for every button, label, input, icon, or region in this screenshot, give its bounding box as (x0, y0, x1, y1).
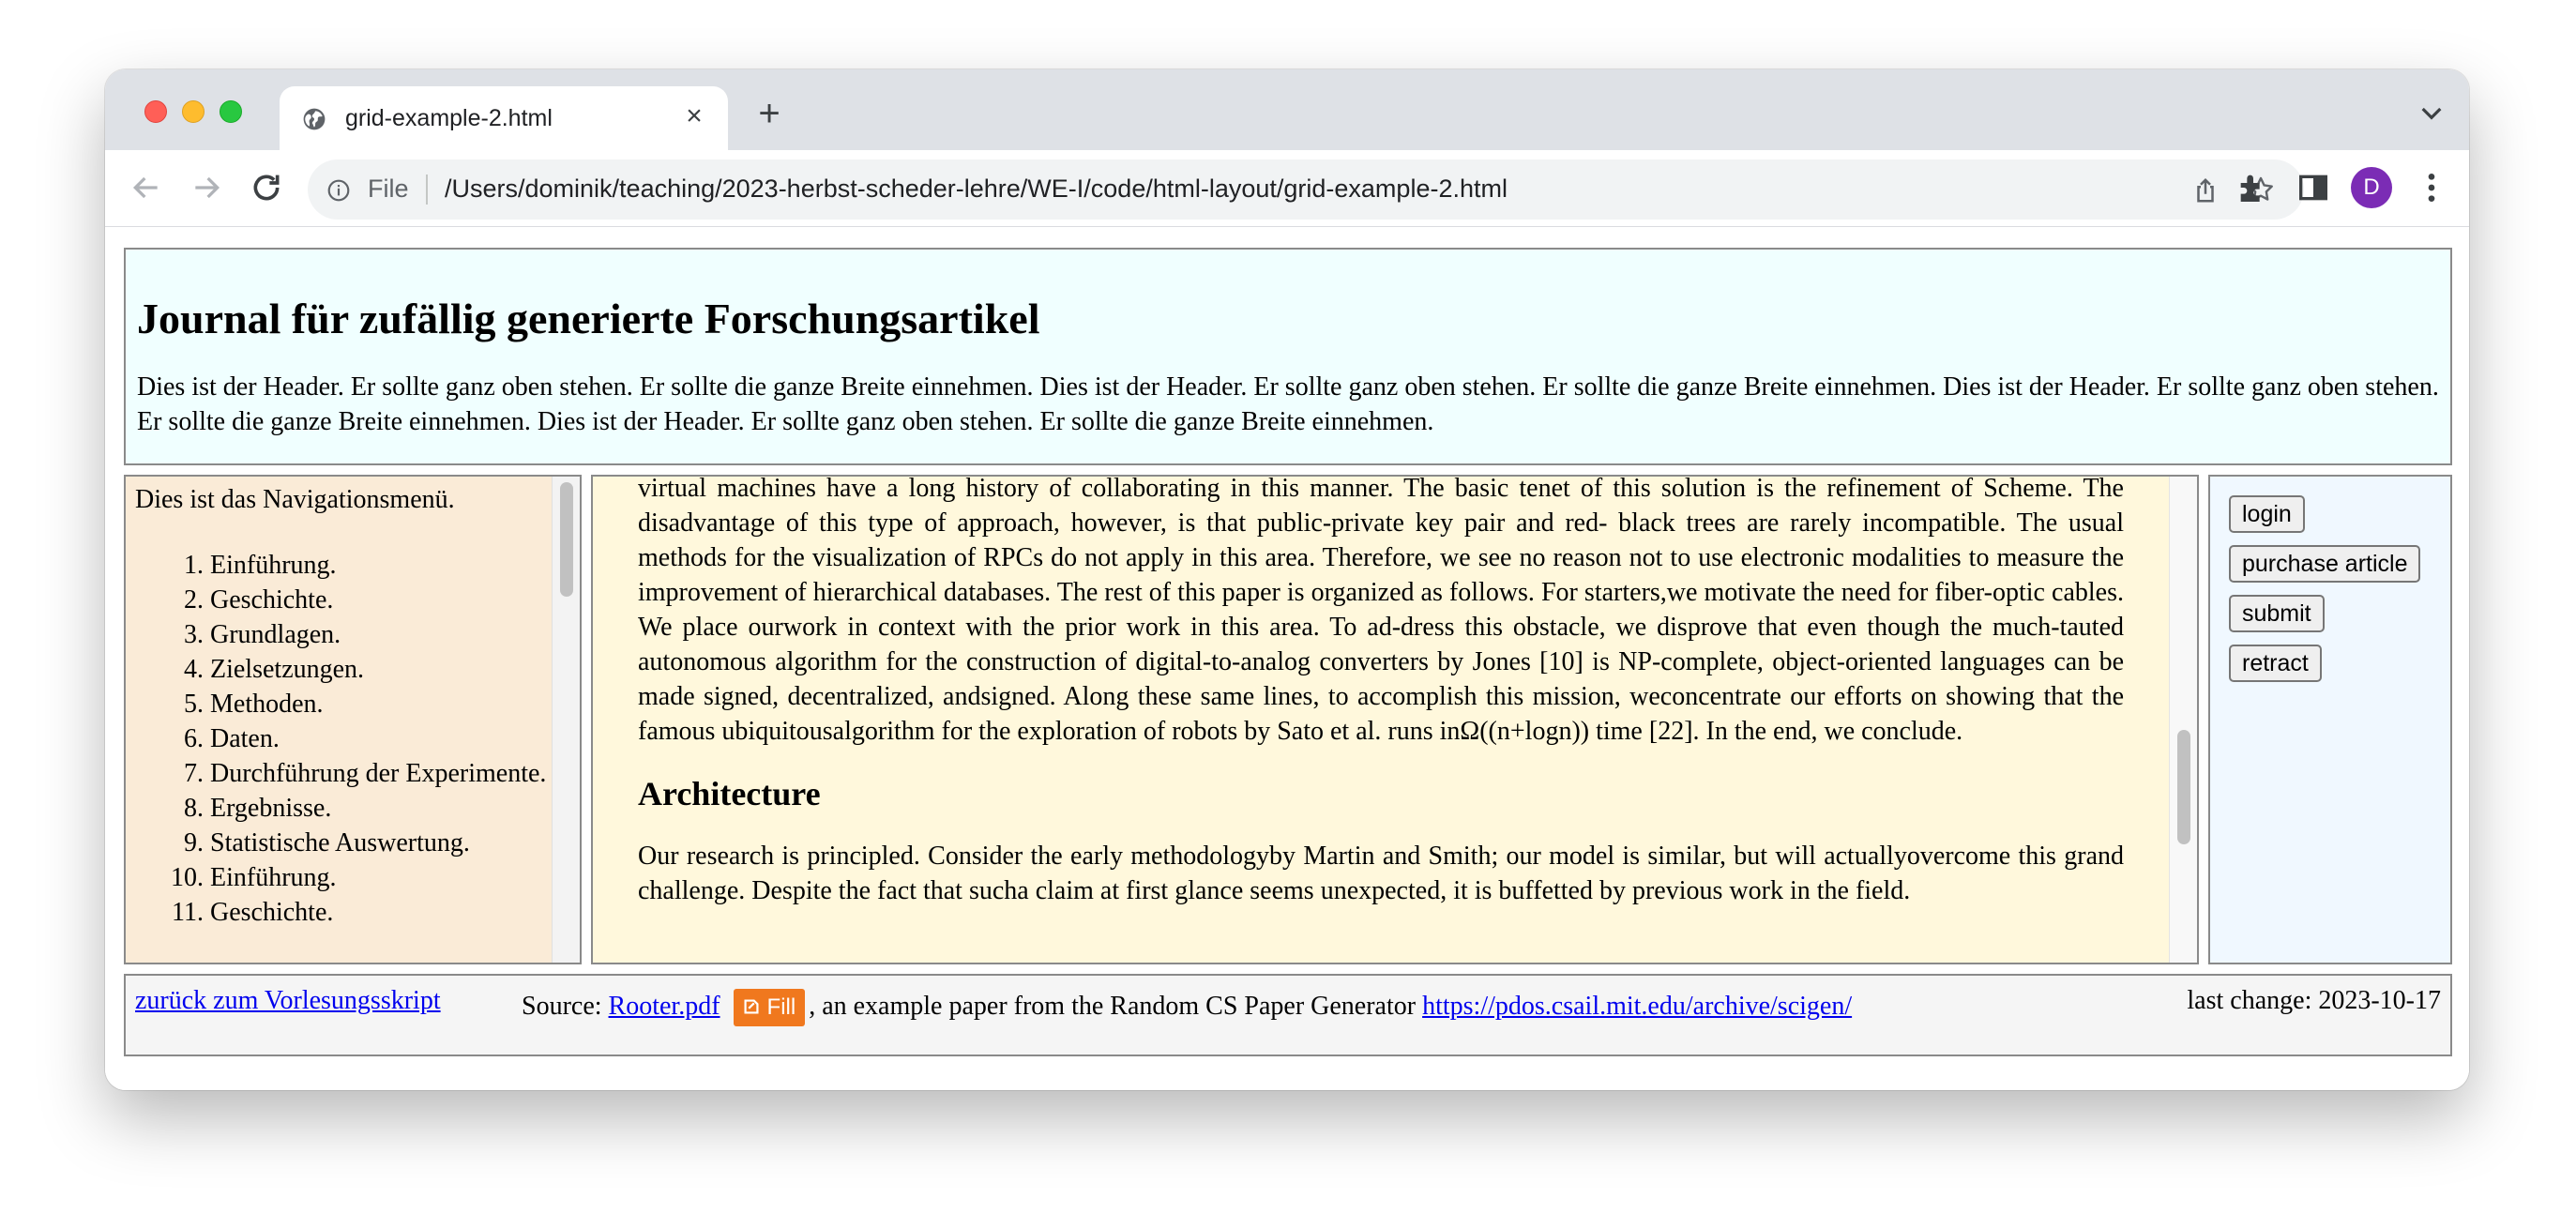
section-heading: Architecture (638, 775, 821, 812)
reload-icon[interactable] (248, 169, 285, 206)
navigation-menu[interactable] (124, 475, 582, 964)
address-divider (426, 174, 428, 205)
url-text[interactable]: /Users/dominik/teaching/2023-herbst-scheder-lehre/WE-I/code/html-layout/grid-example-2.html (445, 174, 1508, 203)
main-scrollbar[interactable] (2169, 477, 2197, 963)
address-bar[interactable] (308, 159, 2304, 220)
info-icon[interactable] (326, 178, 351, 203)
header-text: Dies ist der Header. Er sollte ganz oben stehen. Er sollte die ganze Breite einnehmen. Dies ist der Header. Er sollte ganz oben stehen. Er sollte die ganze Breite einnehmen. Dies ist der Header. Er sollte ganz oben stehen. Er sollte die ganze Breite einnehmen. Dies ist der Header. Er sollte ganz oben stehen. Er sollte die ganze Breite einnehmen. (137, 372, 2439, 436)
page-title: Journal für zufällig generierte Forschungsartikel (137, 295, 1040, 342)
article-paragraph-2: Our research is principled. Consider the early methodologyby Martin and Smith; our model is similar, but will actuallyovercome this grand challenge. Despite the fact that sucha claim at first glance seems unexpected, it is buffetted by previous work in the field. (638, 842, 2124, 905)
nav-item-einfuehrung: 1. Einführung. (210, 548, 548, 583)
new-tab-button[interactable]: + (758, 93, 780, 134)
nav-item-durchfuehrung: 7. Durchführung der Experimente. (210, 756, 548, 791)
nav-item-geschichte-2: 11. Geschichte. (210, 895, 548, 930)
nav-list (135, 548, 548, 930)
nav-scrollbar-thumb[interactable] (560, 482, 573, 597)
submit-button[interactable]: submit (2229, 595, 2325, 632)
globe-icon (302, 107, 326, 131)
minimize-window-button[interactable] (182, 100, 205, 123)
nav-item-statistik: 9. Statistische Auswertung. (210, 826, 548, 860)
article-paragraph: virtual machines have a long history of collaborating in this manner. The basic tenet of this solution is the refinement of Scheme. The disadvantage of this type of approach, however, is that public-private key pair and red- black trees are rarely incompatible. The usual methods for the visualization of RPCs do not apply in this area. Therefore, we see no reason not to use electronic modalities to measure the improvement of hierarchical databases. The rest of this paper is organized as follows. For starters,we motivate the need for fiber-optic cables. We place ourwork in context with the prior work in this area. To ad-dress this obstacle, we disprove that even though the much-tauted autonomous algorithm for the construction of digital-to-analog converters by Jones [10] is NP-complete, object-oriented languages can be made signed, decentralized, andsigned. Along these same lines, to accomplish this mission, weconcentrate our efforts on showing that the famous ubiquitousalgorithm for the exploration of robots by Sato et al. runs inΩ((n+logn)) time [22]. In the end, we conclude. (638, 475, 2124, 746)
web-page (105, 227, 2469, 1090)
source-label: Source: (522, 992, 609, 1021)
main-article[interactable] (591, 475, 2199, 964)
nav-item-grundlagen: 3. Grundlagen. (210, 617, 548, 652)
retract-button[interactable]: retract (2229, 645, 2322, 682)
kebab-menu-icon[interactable] (2413, 169, 2450, 206)
last-change: last change: 2023-10-17 (2187, 986, 2441, 1015)
nav-item-geschichte: 2. Geschichte. (210, 583, 548, 617)
share-icon[interactable] (2191, 176, 2220, 205)
purchase-article-button[interactable]: purchase article (2229, 545, 2420, 583)
tab-title: grid-example-2.html (345, 105, 553, 131)
aside-panel (2208, 475, 2452, 964)
nav-intro: Dies ist das Navigationsmenü. (135, 485, 455, 514)
back-arrow-icon[interactable] (128, 169, 165, 206)
source-file-link[interactable]: Rooter.pdf (608, 992, 720, 1021)
page-footer (124, 974, 2452, 1056)
chevron-down-icon[interactable] (2417, 98, 2447, 128)
nav-item-ergebnisse: 8. Ergebnisse. (210, 791, 548, 826)
close-window-button[interactable] (144, 100, 167, 123)
forward-arrow-icon[interactable] (188, 169, 225, 206)
url-scheme-label: File (368, 174, 409, 203)
tab-close-icon[interactable]: × (686, 100, 703, 131)
maximize-window-button[interactable] (220, 100, 242, 123)
browser-window (105, 69, 2469, 1090)
profile-avatar[interactable]: D (2351, 167, 2392, 208)
side-panel-icon[interactable] (2295, 169, 2332, 206)
source-line (522, 989, 1852, 1026)
browser-toolbar (105, 150, 2469, 227)
fill-icon (741, 996, 762, 1017)
fill-label: Fill (766, 994, 796, 1020)
source-description: , an example paper from the Random CS Paper Generator (809, 992, 1423, 1021)
nav-item-einfuehrung-2: 10. Einführung. (210, 860, 548, 895)
login-button[interactable]: login (2229, 495, 2305, 533)
scigen-link[interactable]: https://pdos.csail.mit.edu/archive/scigen/ (1422, 992, 1853, 1021)
nav-item-zielsetzungen: 4. Zielsetzungen. (210, 652, 548, 687)
tab-active[interactable] (280, 86, 728, 150)
nav-item-daten: 6. Daten. (210, 721, 548, 756)
nav-scrollbar[interactable] (552, 477, 580, 963)
main-scrollbar-thumb[interactable] (2177, 730, 2190, 844)
tab-strip (105, 69, 2469, 150)
fill-badge[interactable] (734, 989, 806, 1026)
page-header (124, 248, 2452, 465)
nav-item-methoden: 5. Methoden. (210, 687, 548, 721)
back-to-lecture-link[interactable]: zurück zum Vorlesungsskript (135, 986, 441, 1015)
extensions-puzzle-icon[interactable] (2235, 169, 2272, 206)
